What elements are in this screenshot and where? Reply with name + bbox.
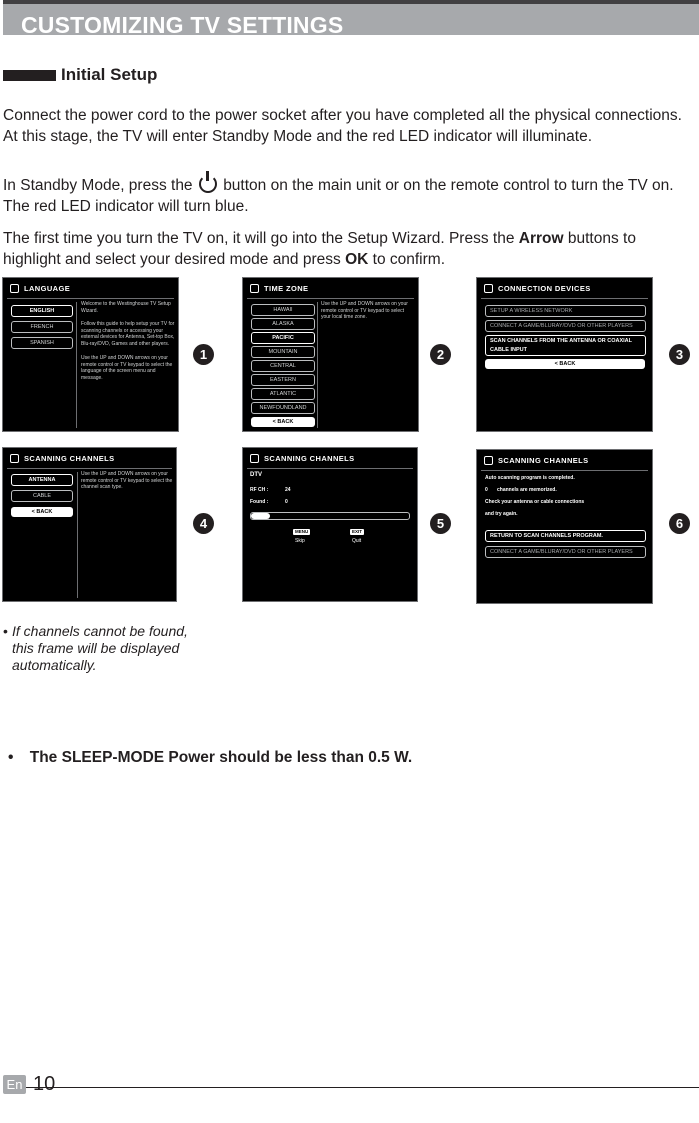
section-marker <box>3 70 56 81</box>
menu-key[interactable]: MENU <box>295 529 309 534</box>
screen-rule <box>481 298 648 299</box>
option-pacific[interactable]: PACIFIC <box>251 332 315 344</box>
note-bullet: • <box>3 623 8 639</box>
step-number-5: 5 <box>430 513 451 534</box>
screen-scan-type <box>2 447 177 602</box>
back-button[interactable]: < BACK <box>485 359 645 369</box>
screen-scan-complete <box>476 449 653 604</box>
option-wireless-network[interactable]: SETUP A WIRELESS NETWORK <box>485 305 646 317</box>
option-connect-players[interactable]: CONNECT A GAME/BLURAY/DVD OR OTHER PLAYERS <box>485 546 646 558</box>
scan-progress-fill <box>251 513 270 519</box>
channel-count: 0 <box>485 487 488 493</box>
screen-header <box>250 284 308 293</box>
option-return-to-scan[interactable]: RETURN TO SCAN CHANNELS PROGRAM. <box>485 530 646 542</box>
screen-language <box>2 277 179 432</box>
option-english[interactable]: ENGLISH <box>11 305 73 317</box>
option-atlantic[interactable]: ATLANTIC <box>251 388 315 400</box>
quit-label: Quit <box>352 538 362 544</box>
checkbox-icon <box>250 454 259 463</box>
step-number-2: 2 <box>430 344 451 365</box>
power-icon <box>199 175 217 193</box>
section-title: Initial Setup <box>61 65 158 84</box>
checkbox-icon <box>250 284 259 293</box>
ok-keyword: OK <box>345 251 369 268</box>
option-antenna[interactable]: ANTENNA <box>11 474 73 486</box>
option-scan-channels[interactable]: SCAN CHANNELS FROM THE ANTENNA OR COAXIAL CABLE INPUT <box>485 335 646 356</box>
screen-scanning-progress <box>242 447 418 602</box>
back-button[interactable]: < BACK <box>251 417 315 427</box>
back-button[interactable]: < BACK <box>11 507 73 517</box>
screen-header <box>10 454 115 463</box>
step-number-4: 4 <box>193 513 214 534</box>
paragraph-standby <box>3 175 693 217</box>
language-badge: En <box>3 1075 26 1094</box>
checkbox-icon <box>10 284 19 293</box>
memorized-text: channels are memorized. <box>497 487 557 493</box>
standby-text-end: button on the main unit or on the remote control to turn the TV on. The red LED indicator will turn blue. <box>3 177 674 215</box>
scan-progress-bar <box>250 512 410 520</box>
screen-header <box>10 284 70 293</box>
try-again-text: and try again. <box>485 511 518 517</box>
wizard-text-start: The first time you turn the TV on, it will go into the Setup Wizard. Press the <box>3 230 515 247</box>
screen-title: SCANNING CHANNELS <box>24 454 115 463</box>
option-spanish[interactable]: SPANISH <box>11 337 73 349</box>
screen-title: CONNECTION DEVICES <box>498 284 591 293</box>
sleep-mode-note <box>8 749 412 767</box>
scan-complete-text: Auto scanning program is completed. <box>485 475 575 481</box>
option-eastern[interactable]: EASTERN <box>251 374 315 386</box>
option-alaska[interactable]: ALASKA <box>251 318 315 330</box>
wizard-text-mid: buttons to highlight and select your desired mode and press <box>3 230 636 268</box>
screen-rule <box>247 468 413 469</box>
found-value: 0 <box>285 499 288 505</box>
standby-text-start: In Standby Mode, press the <box>3 177 193 194</box>
footer-rule <box>3 1087 699 1088</box>
screen-rule <box>247 298 414 299</box>
divider <box>317 302 318 428</box>
skip-label: Skip <box>295 538 305 544</box>
paragraph-setup-wizard <box>3 228 693 270</box>
instruction-text: Use the UP and DOWN arrows on your remote control or TV keypad to select your local time zone. <box>321 301 408 320</box>
screen-title: SCANNING CHANNELS <box>498 456 589 465</box>
note <box>3 623 203 674</box>
screen-title: LANGUAGE <box>24 284 71 293</box>
option-newfoundland[interactable]: NEWFOUNDLAND <box>251 402 315 414</box>
divider <box>77 472 78 598</box>
screen-header <box>484 284 591 293</box>
step-number-1: 1 <box>193 344 214 365</box>
welcome-text: Welcome to the Westinghouse TV Setup Wizard. <box>81 301 171 314</box>
option-central[interactable]: CENTRAL <box>251 360 315 372</box>
option-mountain[interactable]: MOUNTAIN <box>251 346 315 358</box>
paragraph-power-cord: Connect the power cord to the power socket after you have completed all the physical connections. At this stage, the TV will enter Standby Mode and the red LED indicator will illuminate. <box>3 107 682 145</box>
checkbox-icon <box>484 284 493 293</box>
page-number: 10 <box>33 1073 56 1095</box>
step-number-6: 6 <box>669 513 690 534</box>
checkbox-icon <box>484 456 493 465</box>
check-connections-text: Check your antenna or cable connections <box>485 499 585 505</box>
screen-time-zone <box>242 277 419 432</box>
guide-text: Follow this guide to help setup your TV for scanning channels or accessing your external devices for Antenna, Set-top Box, Blu-ray/DVD, Games and other players. <box>81 321 175 347</box>
screen-header <box>484 456 589 465</box>
sleep-text: The SLEEP-MODE Power should be less than 0.5 W. <box>29 749 413 766</box>
divider <box>76 302 77 428</box>
screen-header <box>250 454 355 463</box>
exit-key[interactable]: EXIT <box>352 529 363 534</box>
screen-rule <box>7 468 172 469</box>
note-text: If channels cannot be found, this frame will be displayed automatically. <box>12 623 188 673</box>
wizard-text-end: to confirm. <box>372 251 445 268</box>
checkbox-icon <box>10 454 19 463</box>
screen-title: SCANNING CHANNELS <box>264 454 355 463</box>
arrow-keyword: Arrow <box>518 230 564 247</box>
rf-channel-label: RF CH : <box>250 487 269 493</box>
instruction-text: Use the UP and DOWN arrows on your remote control or TV keypad to select the channel scan type. <box>81 471 173 490</box>
screen-connection-devices <box>476 277 653 432</box>
screen-rule <box>481 470 648 471</box>
section-heading <box>3 65 157 85</box>
rf-channel-value: 24 <box>285 487 291 493</box>
option-hawaii[interactable]: HAWAII <box>251 304 315 316</box>
option-cable[interactable]: CABLE <box>11 490 73 502</box>
step-number-3: 3 <box>669 344 690 365</box>
sleep-bullet: • <box>8 749 14 766</box>
instruction-text: Use the UP and DOWN arrows on your remote control or TV keypad to select the language of the screen menu and message. <box>81 355 173 381</box>
option-french[interactable]: FRENCH <box>11 321 73 333</box>
found-label: Found : <box>250 499 269 505</box>
option-connect-players[interactable]: CONNECT A GAME/BLURAY/DVD OR OTHER PLAYERS <box>485 320 646 332</box>
title-bar <box>3 0 699 38</box>
scan-mode: DTV <box>250 472 262 478</box>
page-title: CUSTOMIZING TV SETTINGS <box>21 12 344 38</box>
screen-title: TIME ZONE <box>264 284 309 293</box>
screen-rule <box>7 298 174 299</box>
